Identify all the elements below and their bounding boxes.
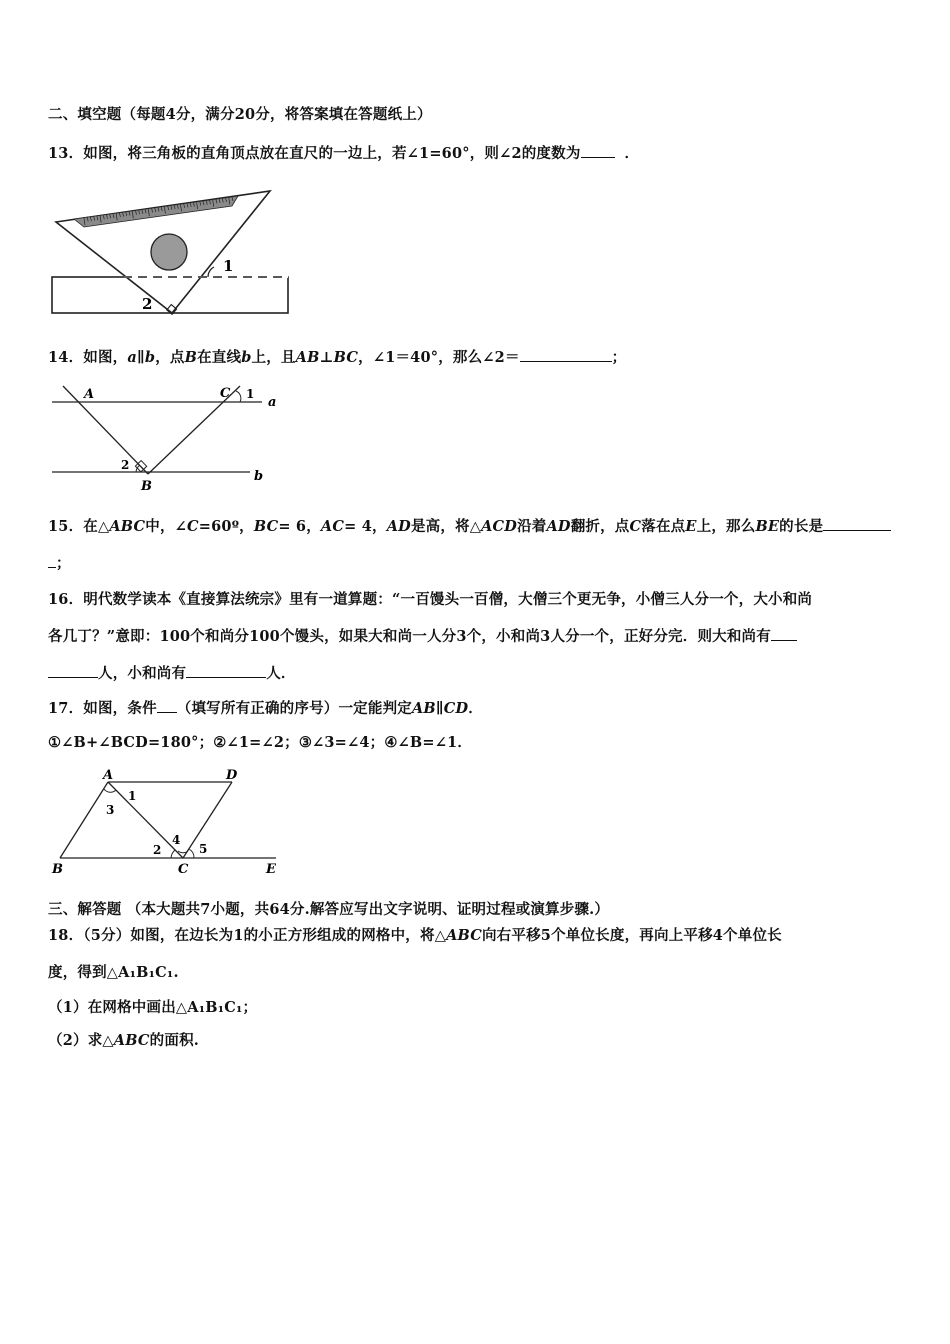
question-18-part-1: （1）在网格中画出△A₁B₁C₁；: [48, 999, 258, 1016]
question-16-line-3: 人，小和尚有 人．: [48, 662, 296, 683]
section-2-title: 二、填空题（每题4分，满分20分，将答案填在答题纸上）: [48, 106, 432, 123]
question-17: 17．如图，条件 （填写所有正确的序号）一定能判定AB∥CD．: [48, 700, 483, 717]
q13-figure: [48, 186, 294, 318]
label-1: 1: [128, 789, 137, 803]
question-17-conditions: ①∠B+∠BCD=180°；②∠1=∠2；③∠3=∠4；④∠B=∠1．: [48, 734, 473, 751]
angle-1-arc: [208, 267, 214, 277]
question-16: 16．明代数学读本《直接算法统宗》里有一道算题：“一百馒头一百僧，大僧三个更无争，小僧三人分一个，大小和尚: [48, 591, 813, 608]
question-18: 18．（5分）如图，在边长为1的小正方形组成的网格中，将△ABC向右平移5个单位长度，再向上平移4个单位长: [48, 927, 782, 944]
q14-figure: [48, 380, 278, 494]
section-3-title: 三、解答题 （本大题共7小题，共64分.解答应写出文字说明、证明过程或演算步骤.）: [48, 901, 610, 918]
answer-blank[interactable]: [581, 143, 615, 158]
label-B: B: [52, 862, 63, 877]
segment-AB: [60, 782, 108, 858]
angle-2-label: 2: [142, 295, 153, 313]
answer-blank-big-monks[interactable]: [771, 626, 797, 641]
label-A: A: [84, 387, 95, 402]
q17-figure: [48, 764, 284, 878]
answer-blank-small-monks[interactable]: [186, 663, 266, 678]
answer-blank-big-monks-cont[interactable]: [48, 663, 98, 678]
label-C: C: [178, 862, 189, 877]
answer-blank[interactable]: [823, 516, 891, 531]
label-5: 5: [199, 842, 208, 856]
label-1: 1: [246, 387, 255, 401]
ruler: [52, 277, 288, 313]
label-B: B: [141, 479, 152, 494]
question-15-line-2: ；: [48, 552, 71, 573]
set-square: [56, 191, 270, 314]
label-E: E: [266, 862, 276, 877]
label-A: A: [103, 768, 114, 783]
label-D: D: [226, 768, 238, 783]
question-18-line-2: 度，得到△A₁B₁C₁.: [48, 964, 179, 981]
label-3: 3: [106, 803, 115, 817]
question-18-part-2: （2）求△ABC的面积.: [48, 1032, 200, 1049]
question-15: 15．在△ABC中，∠C=60º，BC= 6，AC= 4，AD是高，将△ACD沿着AD翻折，点C落在点E上，那么BE的长是: [48, 515, 891, 536]
answer-blank[interactable]: [157, 698, 177, 713]
segment-AB: [63, 386, 148, 474]
answer-blank[interactable]: [520, 347, 612, 362]
question-13: 13．如图，将三角板的直角顶点放在直尺的一边上，若∠1=60°，则∠2的度数为 ．: [48, 145, 640, 162]
answer-blank-cont[interactable]: [48, 553, 56, 568]
question-14: 14．如图，a∥b，点B在直线b上，且AB⊥BC，∠1＝40°，那么∠2＝ ；: [48, 349, 627, 366]
label-a: a: [268, 395, 277, 410]
segment-CD: [183, 782, 232, 858]
question-16-line-2: 各几丁？”意即：100个和尚分100个馒头，如果大和尚一人分3个，小和尚3人分一个，正好分完．则大和尚有: [48, 625, 797, 646]
label-b: b: [254, 469, 264, 484]
label-2: 2: [153, 843, 162, 857]
angle-1-label: 1: [223, 257, 234, 275]
label-C: C: [220, 386, 231, 401]
label-4: 4: [172, 833, 181, 847]
label-2: 2: [121, 458, 130, 472]
